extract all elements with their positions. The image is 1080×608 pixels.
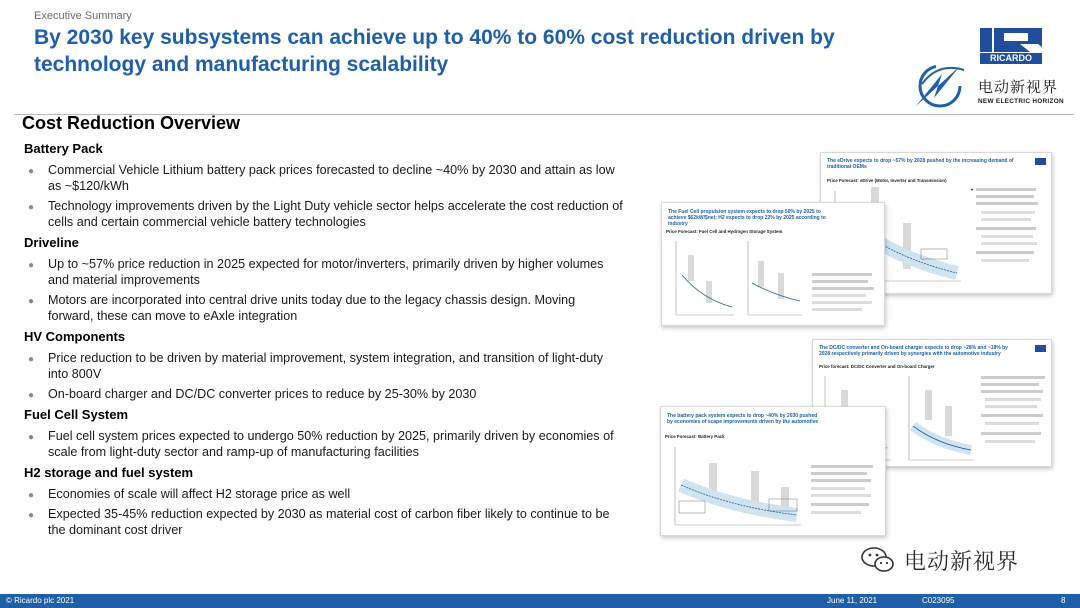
bullet-text: Motors are incorporated into central drive units today due to the legacy chassis design. Moving forward, these can move to eAxle integration	[48, 293, 576, 323]
thumbnail-chart	[661, 407, 886, 536]
ricardo-logo	[908, 26, 1073, 112]
bullet-icon: ●	[28, 166, 35, 177]
bullet-text: Economies of scale will affect H2 storage price as well	[48, 487, 351, 501]
thumbnail-subtitle: Price forecast: DC/DC Converter and On-board Charger	[819, 364, 935, 369]
list-item	[24, 506, 624, 538]
list-item	[24, 486, 624, 502]
list-item	[24, 162, 624, 194]
section-heading-h2: H2 storage and fuel system	[24, 465, 194, 480]
ricardo-wordmark: RICARDO	[990, 53, 1032, 63]
bullet-icon: ●	[28, 354, 35, 365]
bullet-text: Expected 35-45% reduction expected by 2030 as material cost of carbon fiber likely to continue to be the dominant cost driver	[48, 507, 610, 537]
footer-page-number: 8	[1061, 596, 1066, 605]
list-item	[24, 428, 624, 460]
thumbnail-title: The Fuel Cell propulsion system expects to drop 50% by 2025 to achieve $62kW/$net; H2 expects to drop 22% by 2025 according to industry	[668, 209, 826, 227]
slide-title: By 2030 key subsystems can achieve up to 40% to 60% cost reduction driven by technology and manufacturing scalability	[34, 26, 835, 76]
thumbnail-title: The battery pack system expects to drop ~40% by 2030 pushed by economies of scape improvements driven by the automotive	[667, 413, 819, 425]
thumbnail-title: The DC/DC converter and On-board charger expects to drop ~28% and ~18% by 2028 respectively primarily driven by synergies with the automotive industry	[819, 345, 1008, 357]
footer-bar	[0, 594, 1080, 608]
thumbnail-subtitle: Price Forecast: Fuel Cell and Hydrogen Storage System	[666, 229, 783, 234]
section-heading-driveline: Driveline	[24, 235, 79, 250]
wechat-watermark	[860, 544, 1060, 576]
thumbnail-title: The eDrive expects to drop ~57% by 2028 pushed by the increasing demand of traditional OEMs	[827, 158, 1014, 170]
section-kicker: Executive Summary	[34, 10, 132, 22]
bullet-list-hv	[24, 350, 624, 402]
bullet-icon: ●	[28, 202, 35, 213]
partner-name-en: NEW ELECTRIC HORIZON	[978, 98, 1064, 105]
bullet-text: Fuel cell system prices expected to undergo 50% reduction by 2025, primarily driven by economies of scale from light-duty sector and ramp-up of manufacturing facilities	[48, 429, 614, 459]
partner-name-cn: 电动新视界	[978, 78, 1059, 96]
bullet-icon: ●	[28, 490, 35, 501]
bullet-list-driveline	[24, 256, 624, 324]
bullet-text: Technology improvements driven by the Light Duty vehicle sector helps accelerate the cost reduction of cells and certain commercial vehicle battery technologies	[48, 199, 623, 229]
section-heading-hv: HV Components	[24, 329, 126, 344]
bullet-text: Price reduction to be driven by material improvement, system integration, and transition of light-duty into 800V	[48, 351, 604, 381]
bullet-text: Up to ~57% price reduction in 2025 expected for motor/inverters, primarily driven by higher volumes and material improvements	[48, 257, 604, 287]
thumbnail-subtitle: Price Forecast: eDrive (Motor, Inverter and Transmission)	[827, 178, 947, 183]
section-heading-battery: Battery Pack	[24, 141, 103, 156]
wechat-icon	[860, 545, 896, 575]
bullet-icon: ●	[28, 390, 35, 401]
list-item	[24, 256, 624, 288]
footer-date: June 11, 2021	[827, 596, 878, 605]
bullet-icon: ●	[28, 296, 35, 307]
list-item	[24, 292, 624, 324]
bullet-list-h2	[24, 486, 624, 538]
bullet-text: On-board charger and DC/DC converter prices to reduce by 25-30% by 2030	[48, 387, 477, 401]
bullet-icon: ●	[28, 432, 35, 443]
bullet-list-battery	[24, 162, 624, 230]
bullet-icon: ●	[28, 510, 35, 521]
list-item	[24, 386, 624, 402]
watermark-text: 电动新视界	[904, 549, 1020, 575]
thumbnail-subtitle: Price Forecast: Battery Pack	[665, 434, 725, 439]
footer-code: C023095	[922, 596, 955, 605]
section-heading-fuel-cell: Fuel Cell System	[24, 407, 129, 422]
overview-content	[24, 138, 624, 542]
slide-thumbnail-battery	[660, 406, 886, 536]
bullet-text: Commercial Vehicle Lithium battery pack prices forecasted to decline ~40% by 2030 and attain as low as ~$120/kWh	[48, 163, 615, 193]
list-item	[24, 198, 624, 230]
bullet-list-fuel-cell	[24, 428, 624, 460]
footer-copyright: © Ricardo plc 2021	[6, 596, 75, 605]
overview-title: Cost Reduction Overview	[22, 113, 241, 133]
bullet-icon: ●	[28, 260, 35, 271]
slide-thumbnail-fuel-cell	[661, 202, 885, 326]
list-item	[24, 350, 624, 382]
thumbnail-chart	[662, 203, 885, 326]
